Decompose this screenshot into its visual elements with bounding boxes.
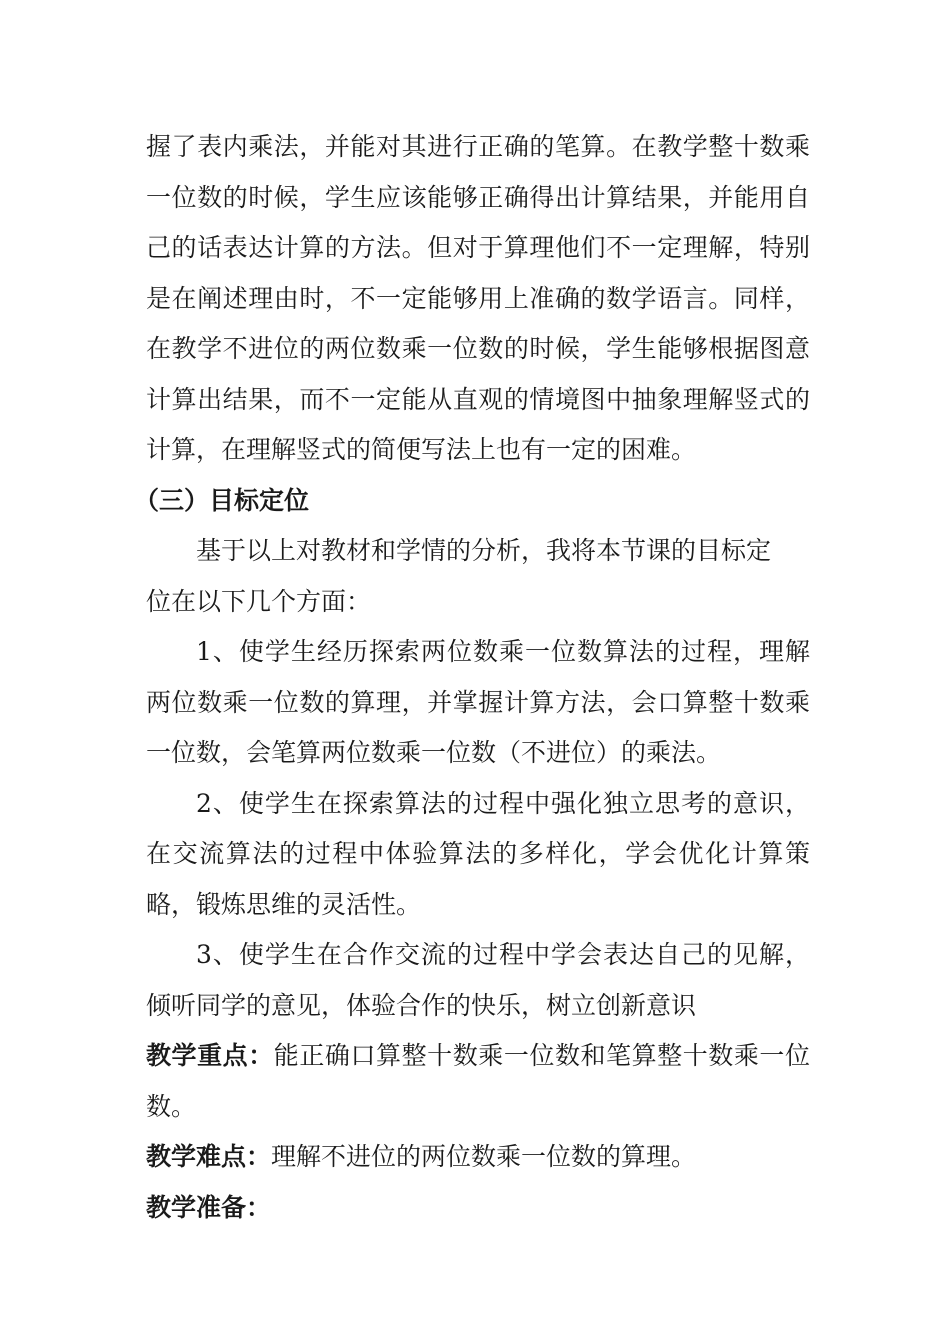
preparation-label: 教学准备： <box>146 1192 272 1222</box>
document-body <box>134 122 810 1233</box>
key-point-paragraph <box>146 1031 810 1132</box>
key-point-label: 教学重点： <box>146 1041 274 1070</box>
paragraph-learning-analysis: 握了表内乘法，并能对其进行正确的笔算。在教学整十数乘一位数的时候，学生应该能够正确得出计算结果，并能用自己的话表达计算的方法。但对于算理他们不一定理解，特别是在阐述理由时，不一定能够用上准确的数学语言。同样，在教学不进位的两位数乘一位数的时候，学生能够根据图意计算出结果，而不一定能从直观的情境图中抽象理解竖式的计算，在理解竖式的简便写法上也有一定的困难。 <box>146 132 810 464</box>
goals-intro-line-2: 位在以下几个方面： <box>146 586 372 616</box>
key-point-text: 能正确口算整十数乘一位数和笔算整十数乘一位数。 <box>146 1041 810 1121</box>
goal-item-2: 2、使学生在探索算法的过程中强化独立思考的意识，在交流算法的过程中体验算法的多样化，学会优化计算策略，锻炼思维的灵活性。 <box>146 788 810 919</box>
difficulty-label: 教学难点： <box>146 1142 272 1171</box>
difficulty-text: 理解不进位的两位数乘一位数的算理。 <box>271 1142 697 1171</box>
goal-item-3: 3、使学生在合作交流的过程中学会表达自己的见解，倾听同学的意见，体验合作的快乐，树立创新意识 <box>146 940 810 1020</box>
section-heading-goals: （三）目标定位 <box>134 485 310 515</box>
preparation-paragraph <box>146 1183 810 1234</box>
goal-item-1: 1、使学生经历探索两位数乘一位数算法的过程，理解两位数乘一位数的算理，并掌握计算方法，会口算整十数乘一位数，会笔算两位数乘一位数（不进位）的乘法。 <box>146 637 810 767</box>
difficulty-paragraph <box>146 1132 810 1183</box>
goals-intro-line-1: 基于以上对教材和学情的分析，我将本节课的目标定 <box>196 536 772 565</box>
